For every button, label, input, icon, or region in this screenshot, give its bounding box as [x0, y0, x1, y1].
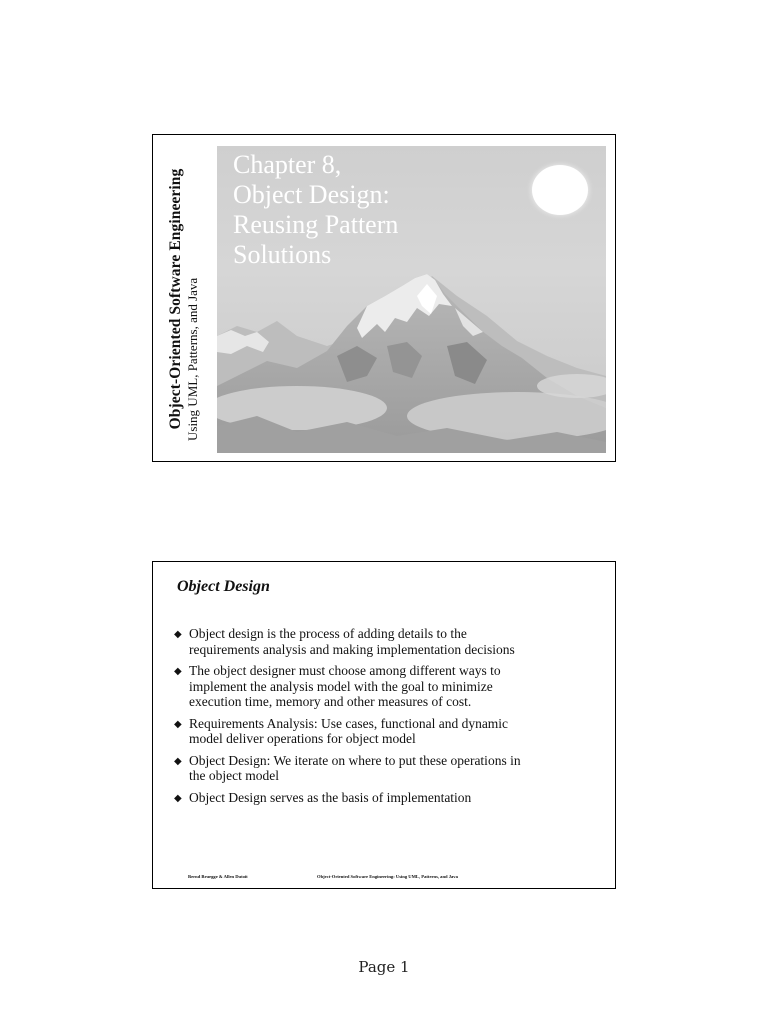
chapter-title-line: Chapter 8, — [233, 150, 342, 179]
bullet-line: Object design is the process of adding details to the — [189, 626, 467, 641]
bullet-line: the object model — [189, 768, 279, 783]
object-design-slide — [152, 561, 616, 889]
chapter-title-line: Solutions — [233, 240, 332, 269]
slide-title: Object Design — [177, 578, 270, 595]
bullet-line: The object designer must choose among different ways to — [189, 663, 501, 678]
bullet-line: implement the analysis model with the goal to minimize — [189, 678, 493, 694]
list-item — [173, 626, 603, 657]
title-slide — [152, 134, 616, 462]
diamond-bullet-icon: ◆ — [174, 792, 182, 804]
book-subtitle: Using UML, Patterns, and Java — [185, 277, 200, 441]
bullet-line: requirements analysis and making implementation decisions — [189, 641, 515, 657]
mountain-photo — [217, 146, 606, 453]
list-item — [173, 663, 603, 710]
chapter-title — [233, 150, 533, 270]
diamond-bullet-icon: ◆ — [174, 629, 182, 640]
list-item — [173, 753, 603, 784]
chapter-title-line: Object Design: — [233, 180, 390, 209]
book-title: Object-Oriented Software Engineering — [167, 168, 184, 430]
footer-authors: Bernd Bruegge & Allen Dutoit — [188, 874, 248, 879]
diamond-bullet-icon: ◆ — [174, 755, 182, 767]
bullet-line: model deliver operations for object model — [189, 731, 416, 746]
bullet-line: execution time, memory and other measures of cost. — [189, 694, 472, 709]
bullet-line: Object Design serves as the basis of implementation — [189, 789, 472, 805]
bullet-line: Object Design: We iterate on where to put these operations in — [189, 752, 521, 768]
page-number: Page 1 — [358, 958, 410, 976]
bullet-line: Requirements Analysis: Use cases, functional and dynamic — [189, 715, 509, 731]
side-title-block — [153, 135, 215, 463]
chapter-title-line: Reusing Pattern — [233, 210, 399, 239]
diamond-bullet-icon: ◆ — [174, 666, 182, 677]
list-item — [173, 716, 603, 747]
diamond-bullet-icon: ◆ — [174, 718, 182, 730]
footer-book-title: Object-Oriented Software Engineering: Using UML, Patterns, and Java — [317, 874, 458, 879]
bullet-list — [173, 626, 603, 811]
list-item — [173, 790, 603, 806]
